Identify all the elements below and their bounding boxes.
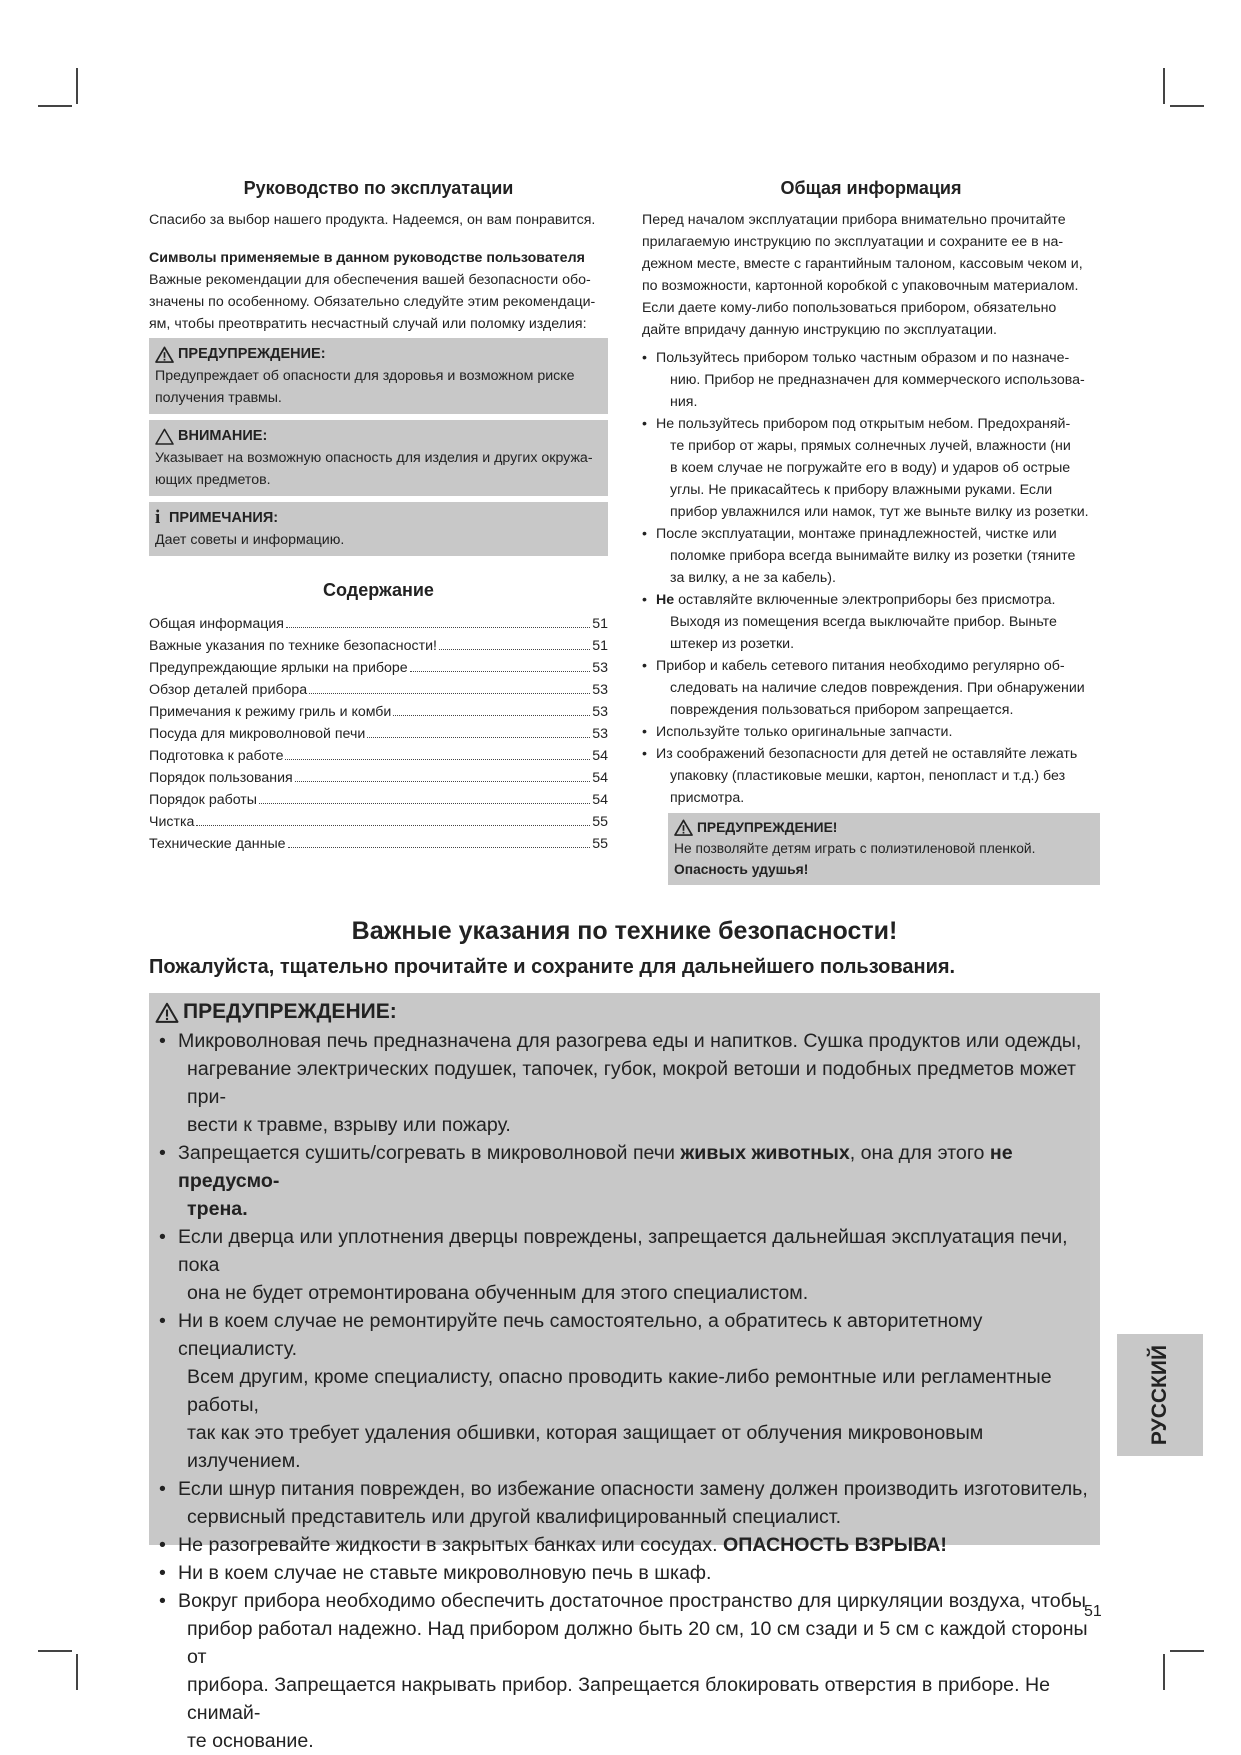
crop-mark xyxy=(38,105,72,107)
bullet-text: Выходя из помещения всегда выключайте прибор. Выньте xyxy=(670,614,1057,630)
list-item xyxy=(642,523,1100,589)
right-column xyxy=(642,178,1100,885)
toc-item-label: Общая информация xyxy=(149,616,284,632)
info-icon: i xyxy=(155,507,161,528)
warning-icon xyxy=(674,819,693,836)
list-item xyxy=(155,1223,1088,1307)
toc-item[interactable] xyxy=(149,811,608,833)
crop-mark xyxy=(76,1654,78,1690)
warning-text-line: Предупреждает об опасности для здоровья и возможном риске xyxy=(155,368,575,384)
language-tab-label: РУССКИЙ xyxy=(1148,1344,1171,1446)
crop-mark xyxy=(76,68,78,104)
bullet-marker: • xyxy=(159,1142,166,1164)
symbols-text-line: ям, чтобы преотвратить несчастный случай или поломку изделия: xyxy=(149,316,587,332)
bullet-bold-text: ОПАСНОСТЬ ВЗРЫВА! xyxy=(722,1534,947,1556)
crop-mark xyxy=(1163,1654,1165,1690)
toc-dots xyxy=(288,847,591,848)
bullet-text: прибора. Запрещается накрывать прибор. Запрещается блокировать отверстия в приборе. Не снимай- xyxy=(187,1674,1051,1724)
manual-title: Руководство по эксплуатации xyxy=(243,178,514,198)
bullet-text: так как это требует удаления обшивки, которая защищает от облучения микровоновым излучением. xyxy=(187,1422,984,1472)
toc-dots xyxy=(196,825,590,826)
toc-item-page: 53 xyxy=(592,660,608,676)
caution-title: ВНИМАНИЕ: xyxy=(178,428,268,444)
caution-icon xyxy=(155,428,174,445)
bullet-text: нагревание электрических подушек, тапочек, губок, мокрой ветоши и подобных предметов может при- xyxy=(187,1058,1077,1108)
note-title: ПРИМЕЧАНИЯ: xyxy=(169,510,279,526)
bullet-text: Если шнур питания поврежден, во избежание опасности замену должен производить изготовитель, xyxy=(178,1478,1088,1500)
toc-item-page: 51 xyxy=(592,638,608,654)
bullet-text: нию. Прибор не предназначен для коммерческого использова- xyxy=(670,372,1085,388)
toc-item-label: Предупреждающие ярлыки на приборе xyxy=(149,660,408,676)
crop-mark xyxy=(1170,1650,1204,1652)
toc-item[interactable] xyxy=(149,767,608,789)
warning-icon xyxy=(155,1002,179,1023)
bullet-text: те основание. xyxy=(187,1730,314,1752)
bullet-text: После эксплуатации, монтаже принадлежностей, чистке или xyxy=(656,526,1057,542)
general-intro-line: прилагаемую инструкцию по эксплуатации и сохраните ее в на- xyxy=(642,234,1064,250)
bullet-text: Не разогревайте жидкости в закрытых банках или сосудах. xyxy=(178,1534,723,1556)
general-intro-line: по возможности, картонной коробкой с упаковочным материалом. xyxy=(642,278,1079,294)
child-warning-title: ПРЕДУПРЕЖДЕНИЕ! xyxy=(697,820,838,835)
bullet-text: Микроволновая печь предназначена для разогрева еды и напитков. Сушка продуктов или одежды, xyxy=(178,1030,1082,1052)
toc-item[interactable] xyxy=(149,657,608,679)
bullet-text: Запрещается сушить/согревать в микроволновой печи xyxy=(178,1142,681,1164)
toc-item[interactable] xyxy=(149,679,608,701)
toc-item-label: Обзор деталей прибора xyxy=(149,682,308,698)
safety-subtitle: Пожалуйста, тщательно прочитайте и сохраните для дальнейшего пользования. xyxy=(149,956,956,978)
general-bullets xyxy=(642,347,1100,809)
bullet-text: поломке прибора всегда вынимайте вилку из розетки (тяните xyxy=(670,548,1076,564)
bullet-text: , она для этого xyxy=(849,1142,990,1164)
page-number: 51 xyxy=(1084,1603,1102,1620)
toc-dots xyxy=(410,671,591,672)
toc-item[interactable] xyxy=(149,701,608,723)
bullet-text: Вокруг прибора необходимо обеспечить достаточное пространство для циркуляции воздуха, чтобы xyxy=(178,1590,1086,1612)
note-text: Дает советы и информацию. xyxy=(155,532,345,548)
bullet-marker: • xyxy=(642,592,647,608)
toc-item[interactable] xyxy=(149,723,608,745)
toc-item-page: 55 xyxy=(592,836,608,852)
toc-list xyxy=(149,613,608,855)
toc-item-page: 53 xyxy=(592,726,608,742)
bullet-text: Ни в коем случае не ремонтируйте печь самостоятельно, а обратитесь к авторитетному специалисту. xyxy=(178,1310,983,1360)
bullet-marker: • xyxy=(642,416,647,432)
list-item xyxy=(155,1531,1088,1559)
general-intro-line: дежном месте, вместе с гарантийным талоном, кассовым чеком и, xyxy=(642,256,1083,272)
toc-item[interactable] xyxy=(149,789,608,811)
bullet-marker: • xyxy=(159,1226,166,1248)
caution-text-line: Указывает на возможную опасность для изделия и других окружа- xyxy=(155,450,593,466)
toc-dots xyxy=(295,781,591,782)
toc-item-label: Порядок пользования xyxy=(149,770,293,786)
bullet-marker: • xyxy=(642,746,647,762)
safety-title: Важные указания по технике безопасности! xyxy=(351,917,898,945)
child-warning-box xyxy=(668,813,1100,885)
toc-dots xyxy=(439,649,590,650)
toc-item-page: 53 xyxy=(592,704,608,720)
bullet-text: повреждения пользоваться прибором запрещается. xyxy=(670,702,1014,718)
toc-dots xyxy=(393,715,590,716)
toc-item-page: 54 xyxy=(592,792,608,808)
list-item xyxy=(642,655,1100,721)
safety-warning-title: ПРЕДУПРЕЖДЕНИЕ: xyxy=(183,1000,397,1023)
general-intro-line: дайте впридачу данную инструкцию по эксплуатации. xyxy=(642,322,997,338)
bullet-marker: • xyxy=(642,350,647,366)
general-intro-line: Перед началом эксплуатации прибора внимательно прочитайте xyxy=(642,212,1066,228)
crop-mark xyxy=(1163,68,1165,104)
list-item xyxy=(642,347,1100,413)
bullet-text: она не будет отремонтирована обученным для этого специалистом. xyxy=(187,1282,809,1304)
toc-item-label: Важные указания по технике безопасности! xyxy=(149,638,437,654)
toc-item[interactable] xyxy=(149,833,608,855)
child-warning-bold: Опасность удушья! xyxy=(674,862,809,877)
symbols-heading: Символы применяемые в данном руководстве пользователя xyxy=(149,250,585,266)
toc-dots xyxy=(309,693,590,694)
child-warning-text: Не позволяйте детям играть с полиэтиленовой пленкой. xyxy=(674,841,1036,856)
toc-item-label: Технические данные xyxy=(149,836,286,852)
list-item xyxy=(155,1559,1088,1587)
toc-item-label: Посуда для микроволновой печи xyxy=(149,726,366,742)
bullet-text: Пользуйтесь прибором только частным образом и по назначе- xyxy=(656,350,1070,366)
list-item xyxy=(642,589,1100,655)
toc-dots xyxy=(367,737,590,738)
bullet-bold-text: трена. xyxy=(187,1198,248,1220)
bullet-text: в коем случае не погружайте его в воду) и ударов об острые xyxy=(670,460,1071,476)
toc-title: Содержание xyxy=(323,580,434,600)
symbols-text-line: значены по особенному. Обязательно следуйте этим рекомендаци- xyxy=(149,294,596,310)
toc-dots xyxy=(286,627,590,628)
list-item xyxy=(155,1307,1088,1475)
language-tab xyxy=(1117,1334,1203,1456)
bullet-text: Если дверца или уплотнения дверцы повреждены, запрещается дальнейшая эксплуатация печи, пока xyxy=(178,1226,1068,1276)
left-column xyxy=(149,178,608,855)
bullet-text: Из соображений безопасности для детей не оставляйте лежать xyxy=(656,746,1078,762)
list-item xyxy=(642,743,1100,809)
bullet-marker: • xyxy=(159,1030,166,1052)
bullet-marker: • xyxy=(642,658,647,674)
toc-item-page: 55 xyxy=(592,814,608,830)
toc-item-page: 54 xyxy=(592,770,608,786)
bullet-text: Ни в коем случае не ставьте микроволновую печь в шкаф. xyxy=(178,1562,712,1584)
toc-item-page: 54 xyxy=(592,748,608,764)
caution-text-line: ющих предметов. xyxy=(155,472,271,488)
bullet-text: присмотра. xyxy=(670,790,745,806)
toc-dots xyxy=(285,759,590,760)
bullet-marker: • xyxy=(159,1590,166,1612)
bullet-text: вести к травме, взрыву или пожару. xyxy=(187,1114,511,1136)
warning-title: ПРЕДУПРЕЖДЕНИЕ: xyxy=(178,346,326,362)
bullet-text: те прибор от жары, прямых солнечных лучей, влажности (ни xyxy=(670,438,1071,454)
bullet-bold-text: живых животных xyxy=(680,1142,850,1164)
manual-intro: Спасибо за выбор нашего продукта. Надеемся, он вам понравится. xyxy=(149,212,596,228)
bullet-marker: • xyxy=(159,1478,166,1500)
safety-bullets xyxy=(155,1027,1088,1755)
note-box xyxy=(149,502,608,556)
symbols-text-line: Важные рекомендации для обеспечения вашей безопасности обо- xyxy=(149,272,591,288)
bullet-bold-text: Не xyxy=(656,592,675,608)
toc-item-label: Чистка xyxy=(149,814,195,830)
bullet-text: Всем другим, кроме специалисту, опасно проводить какие-либо ремонтные или регламентные работы, xyxy=(187,1366,1052,1416)
caution-box xyxy=(149,420,608,496)
bullet-text: Прибор и кабель сетевого питания необходимо регулярно об- xyxy=(656,658,1065,674)
bullet-marker: • xyxy=(642,526,647,542)
toc-dots xyxy=(259,803,590,804)
list-item xyxy=(155,1475,1088,1531)
bullet-marker: • xyxy=(159,1534,166,1556)
general-intro-line: Если даете кому-либо попользоваться прибором, обязательно xyxy=(642,300,1057,316)
bullet-text: упаковку (пластиковые мешки, картон, пенопласт и т.д.) без xyxy=(670,768,1066,784)
bullet-bold-text: не предусмо- xyxy=(178,1142,1013,1192)
warning-box xyxy=(149,338,608,414)
list-item xyxy=(155,1027,1088,1139)
toc-item-label: Подготовка к работе xyxy=(149,748,284,764)
bullet-marker: • xyxy=(159,1310,166,1332)
toc-item-label: Примечания к режиму гриль и комби xyxy=(149,704,392,720)
bullet-text: оставляйте включенные электроприборы без присмотра. xyxy=(674,592,1056,608)
bullet-text: следовать на наличие следов повреждения. При обнаружении xyxy=(670,680,1085,696)
toc-item[interactable] xyxy=(149,635,608,657)
crop-mark xyxy=(38,1650,72,1652)
bullet-marker: • xyxy=(642,724,647,740)
toc-item[interactable] xyxy=(149,745,608,767)
bullet-text: Не пользуйтесь прибором под открытым небом. Предохраняй- xyxy=(656,416,1071,432)
bullet-text: штекер из розетки. xyxy=(670,636,795,652)
general-title: Общая информация xyxy=(780,178,962,198)
bullet-text: за вилку, а не за кабель). xyxy=(670,570,836,586)
bullet-text: сервисный представитель или другой квалифицированный специалист. xyxy=(187,1506,842,1528)
list-item xyxy=(642,413,1100,523)
bullet-text: прибор работал надежно. Над прибором должно быть 20 см, 10 см сзади и 5 см с каждой стороны от xyxy=(187,1618,1088,1668)
bullet-marker: • xyxy=(159,1562,166,1584)
bullet-text: углы. Не прикасайтесь к прибору влажными руками. Если xyxy=(670,482,1053,498)
list-item xyxy=(155,1587,1088,1755)
warning-icon xyxy=(155,346,174,363)
bullet-text: ния. xyxy=(670,394,698,410)
toc-item[interactable] xyxy=(149,613,608,635)
crop-mark xyxy=(1170,105,1204,107)
toc-item-page: 53 xyxy=(592,682,608,698)
toc-item-label: Порядок работы xyxy=(149,792,257,808)
list-item xyxy=(155,1139,1088,1223)
list-item xyxy=(642,721,1100,743)
bullet-text: прибор увлажнился или намок, тут же выньте вилку из розетки. xyxy=(670,504,1089,520)
toc-item-page: 51 xyxy=(592,616,608,632)
bullet-text: Используйте только оригинальные запчасти. xyxy=(656,724,953,740)
warning-text-line: получения травмы. xyxy=(155,390,282,406)
